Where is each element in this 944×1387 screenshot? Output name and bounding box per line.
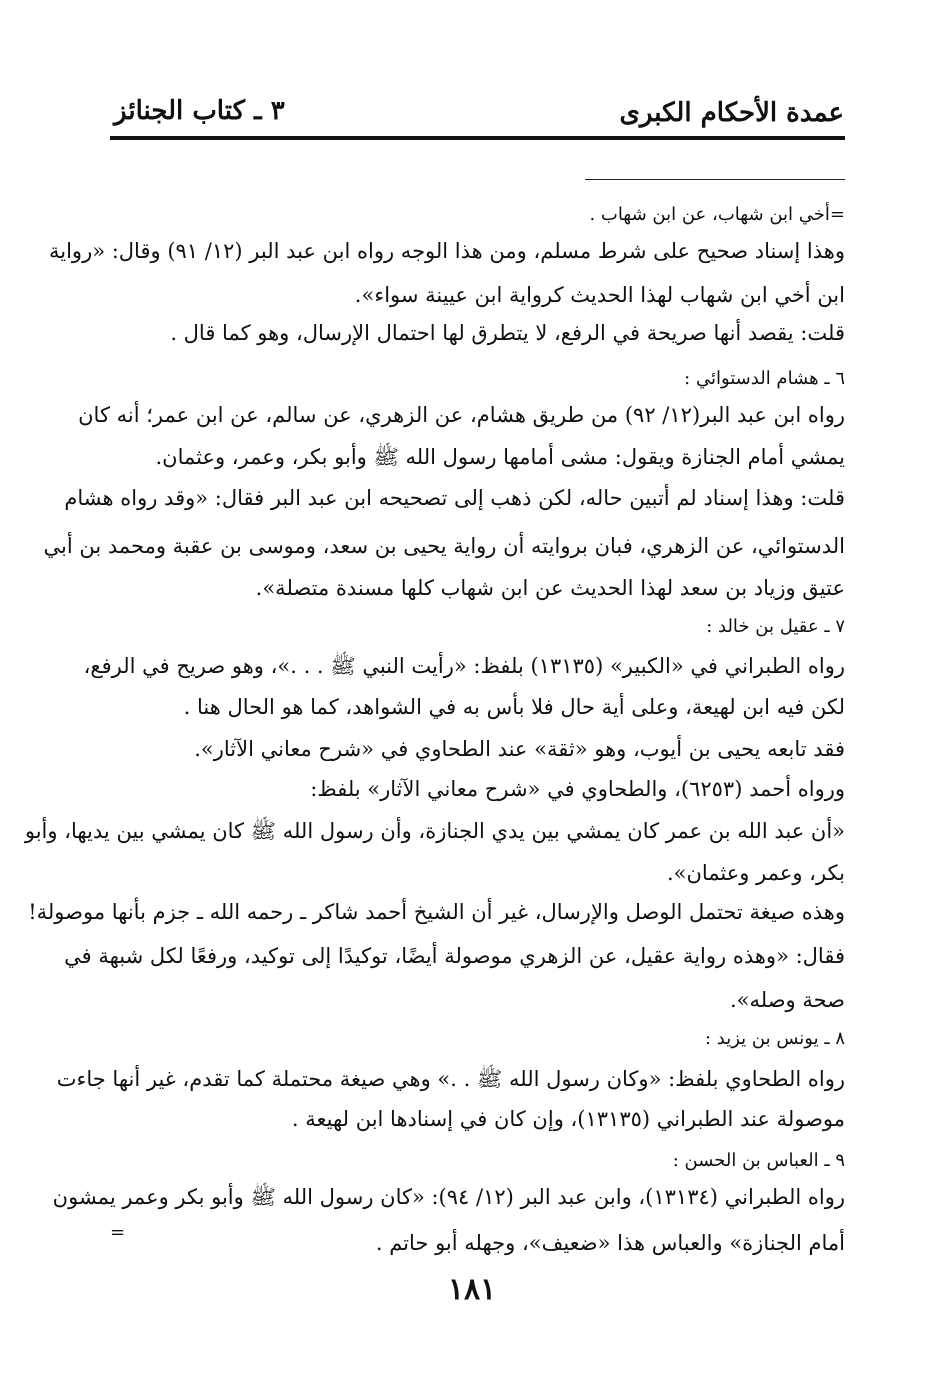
- text-line: رواه الطبراني في «الكبير» (١٣١٣٥) بلفظ: «رأيت النبي ﷺ . . .»، وهو صريح في الرفع،: [83, 654, 845, 678]
- text-line: رواه الطبراني (١٣١٣٤)، وابن عبد البر (١٢/ ٩٤): «كان رسول الله ﷺ وأبو بكر وعمر يمشون: [52, 1185, 845, 1209]
- page-number: ١٨١: [447, 1272, 497, 1307]
- text-line: رواه ابن عبد البر(١٢/ ٩٢) من طريق هشام، عن الزهري، عن سالم، عن ابن عمر؛ أنه كان: [78, 403, 845, 427]
- continuation-mark: =: [110, 1222, 126, 1243]
- text-line: ورواه أحمد (٦٢٥٣)، والطحاوي في «شرح معاني الآثار» بلفظ:: [310, 777, 845, 801]
- section-heading: ٩ ـ العباس بن الحسن :: [672, 1150, 845, 1171]
- text-line: موصولة عند الطبراني (١٣١٣٥)، وإن كان في إسنادها ابن لهيعة .: [291, 1107, 845, 1131]
- text-line: عتيق وزياد بن سعد لهذا الحديث عن ابن شهاب كلها مسندة متصلة».: [255, 576, 845, 600]
- running-header: [108, 92, 844, 132]
- text-line: لكن فيه ابن لهيعة، وعلى أية حال فلا بأس به في الشواهد، كما هو الحال هنا .: [183, 695, 845, 719]
- text-line: قلت: وهذا إسناد لم أتبين حاله، لكن ذهب إلى تصحيحه ابن عبد البر فقال: «وقد رواه هشام: [64, 486, 845, 510]
- text-line: بكر، وعمر وعثمان».: [666, 861, 845, 885]
- text-line: «أن عبد الله بن عمر كان يمشي بين يدي الجنازة، وأن رسول الله ﷺ كان يمشي بين يديها، وأبو: [24, 819, 845, 843]
- book-title: عمدة الأحكام الكبرى: [619, 98, 844, 128]
- text-line: صحة وصله».: [729, 988, 845, 1012]
- text-line: رواه الطحاوي بلفظ: «وكان رسول الله ﷺ . .» وهي صيغة محتملة كما تقدم، غير أنها جاءت: [56, 1067, 845, 1091]
- text-line: =أخي ابن شهاب، عن ابن شهاب .: [589, 204, 845, 225]
- text-line: يمشي أمام الجنازة ويقول: مشى أمامها رسول الله ﷺ وأبو بكر، وعمر، وعثمان.: [155, 445, 845, 469]
- chapter-title: ٣ ـ كتاب الجنائز: [114, 96, 285, 126]
- section-heading: ٦ ـ هشام الدستوائي :: [684, 368, 845, 389]
- text-line: الدستوائي، عن الزهري، فبان بروايته أن رواية يحيى بن سعد، وموسى بن عقبة ومحمد بن أبي: [43, 534, 845, 558]
- text-line: قلت: يقصد أنها صريحة في الرفع، لا يتطرق لها احتمال الإرسال، وهو كما قال .: [170, 321, 845, 345]
- text-line: أمام الجنازة» والعباس هذا «ضعيف»، وجهله أبو حاتم .: [375, 1231, 845, 1255]
- section-heading: ٨ ـ يونس بن يزيد :: [705, 1028, 845, 1049]
- text-line: فقد تابعه يحيى بن أيوب، وهو «ثقة» عند الطحاوي في «شرح معاني الآثار».: [194, 737, 845, 761]
- text-line: فقال: «وهذه رواية عقيل، عن الزهري موصولة أيضًا، توكيدًا إلى توكيد، ورفعًا لكل شبهة في: [64, 944, 845, 968]
- header-rule: [110, 136, 845, 140]
- section-heading: ٧ ـ عقيل بن خالد :: [706, 616, 845, 637]
- text-line: وهذه صيغة تحتمل الوصل والإرسال، غير أن الشيخ أحمد شاكر ـ رحمه الله ـ جزم بأنها موصولة!: [28, 900, 845, 924]
- footnote-separator: [585, 179, 845, 180]
- text-line: وهذا إسناد صحيح على شرط مسلم، ومن هذا الوجه رواه ابن عبد البر (١٢/ ٩١) وقال: «رواية: [48, 239, 845, 263]
- text-line: ابن أخي ابن شهاب لهذا الحديث كرواية ابن عيينة سواء».: [354, 283, 845, 307]
